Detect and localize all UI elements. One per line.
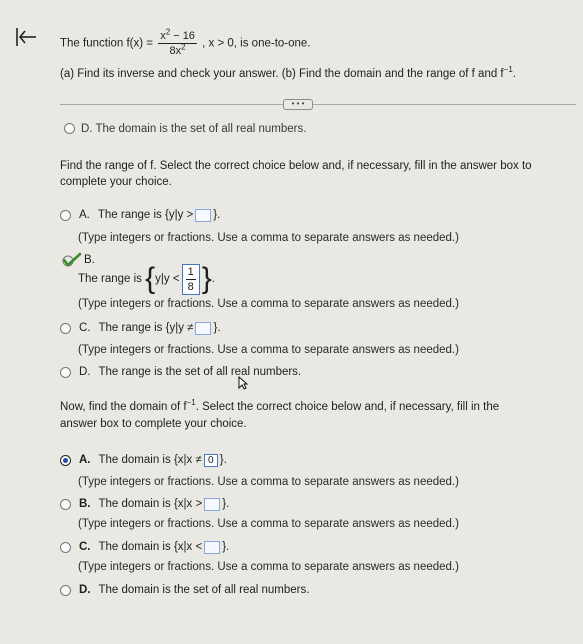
set-expression: {y|y > [165, 209, 194, 221]
option-letter: B. [79, 498, 91, 510]
option-text: The domain is [98, 454, 171, 466]
set-expression: {y|y ≠ [165, 322, 194, 334]
option-text: The domain is [98, 498, 171, 510]
set-expression: {x|x > [173, 498, 203, 510]
scrolled-option-d [64, 123, 306, 135]
domain-option-a[interactable] [60, 452, 227, 468]
question-end: . [512, 68, 516, 80]
radio-button[interactable] [60, 542, 71, 553]
answer-box[interactable] [195, 322, 211, 335]
option-text: The domain is [98, 541, 171, 553]
set-close: }. [222, 498, 230, 510]
section-divider [60, 104, 576, 105]
answer-box[interactable] [204, 541, 220, 554]
answer-numerator: 1 [187, 265, 194, 278]
option-text: The range is [97, 209, 162, 221]
option-letter: C. [79, 322, 91, 334]
numerator-base: x [160, 30, 166, 43]
option-letter: D. [79, 366, 91, 378]
range-hint-b: (Type integers or fractions. Use a comma to separate answers as needed.) [78, 298, 459, 310]
radio-button[interactable] [60, 210, 71, 221]
question-text [60, 65, 516, 80]
function-fraction: $\frac{x^2 - 16}{8x^2}$ [160, 27, 195, 58]
domain-instruction-sup: −1 [186, 398, 196, 408]
radio-button[interactable] [60, 367, 71, 378]
radio-button[interactable] [60, 499, 71, 510]
answer-denominator: 8 [187, 280, 194, 293]
back-arrow-icon[interactable] [14, 26, 38, 48]
radio-button[interactable] [60, 585, 71, 596]
radio-button-selected[interactable] [60, 455, 71, 466]
set-close: }. [213, 209, 221, 221]
answer-box[interactable] [195, 209, 211, 222]
numerator-rest: − 16 [170, 30, 195, 43]
set-close: . [211, 273, 215, 285]
expand-dots-button[interactable]: • • • [283, 99, 313, 110]
answer-box[interactable] [204, 498, 220, 511]
domain-hint-b: (Type integers or fractions. Use a comma to separate answers as needed.) [78, 518, 459, 530]
problem-suffix: , x > 0, is one-to-one. [202, 37, 311, 50]
domain-instruction-1a: Now, find the domain of f [60, 401, 187, 413]
domain-hint-c: (Type integers or fractions. Use a comma to separate answers as needed.) [78, 561, 459, 573]
domain-option-b[interactable] [60, 496, 229, 512]
range-option-a[interactable] [60, 207, 220, 223]
range-option-b[interactable] [78, 262, 215, 296]
mouse-cursor-icon [238, 376, 248, 390]
range-instruction-1: Find the range of f. Select the correct choice below and, if necessary, fill in the answer box to [60, 160, 532, 172]
range-instruction-2: complete your choice. [60, 176, 172, 188]
radio-button[interactable] [64, 123, 75, 134]
option-text: The range is [98, 322, 163, 334]
option-text: The range is the set of all real numbers. [98, 366, 302, 378]
range-hint-c: (Type integers or fractions. Use a comma to separate answers as needed.) [78, 344, 459, 356]
question-sup: −1 [503, 65, 513, 75]
filled-answer-box[interactable]: 0 [204, 454, 218, 467]
domain-option-d[interactable] [60, 582, 309, 598]
domain-hint-a: (Type integers or fractions. Use a comma to separate answers as needed.) [78, 476, 459, 488]
set-expression: {x|x ≠ [173, 454, 202, 466]
option-text: The domain is the set of all real numbers. [98, 584, 310, 596]
range-option-d[interactable] [60, 364, 301, 380]
set-close: }. [219, 454, 227, 466]
domain-option-c[interactable] [60, 539, 229, 555]
range-option-b-letter: B. [84, 254, 95, 266]
option-letter: C. [79, 541, 91, 553]
problem-prefix: The function f(x) = [60, 37, 153, 50]
domain-instruction-1 [60, 398, 500, 413]
cut-option-text: D. The domain is the set of all real numbers. [81, 123, 307, 135]
problem-statement [60, 27, 311, 58]
denominator-base: 8x [169, 45, 182, 58]
option-letter: A. [79, 454, 91, 466]
radio-button[interactable] [60, 323, 71, 334]
set-close: }. [222, 541, 230, 553]
option-text: The range is [78, 273, 142, 285]
range-hint-a: (Type integers or fractions. Use a comma to separate answers as needed.) [78, 232, 459, 244]
right-brace: } [201, 262, 212, 295]
set-expression: {x|x < [173, 541, 203, 553]
left-brace: { [145, 262, 156, 295]
filled-answer-box[interactable] [182, 264, 200, 295]
question-main: (a) Find its inverse and check your answer. (b) Find the domain and the range of f and f [60, 68, 504, 80]
option-letter: A. [79, 209, 90, 221]
set-expression: y|y < [155, 273, 180, 285]
set-close: }. [213, 322, 221, 334]
range-option-c[interactable] [60, 320, 221, 336]
domain-instruction-2: answer box to complete your choice. [60, 418, 247, 430]
option-letter: D. [79, 584, 91, 596]
domain-instruction-1b: . Select the correct choice below and, if necessary, fill in the [195, 401, 500, 413]
